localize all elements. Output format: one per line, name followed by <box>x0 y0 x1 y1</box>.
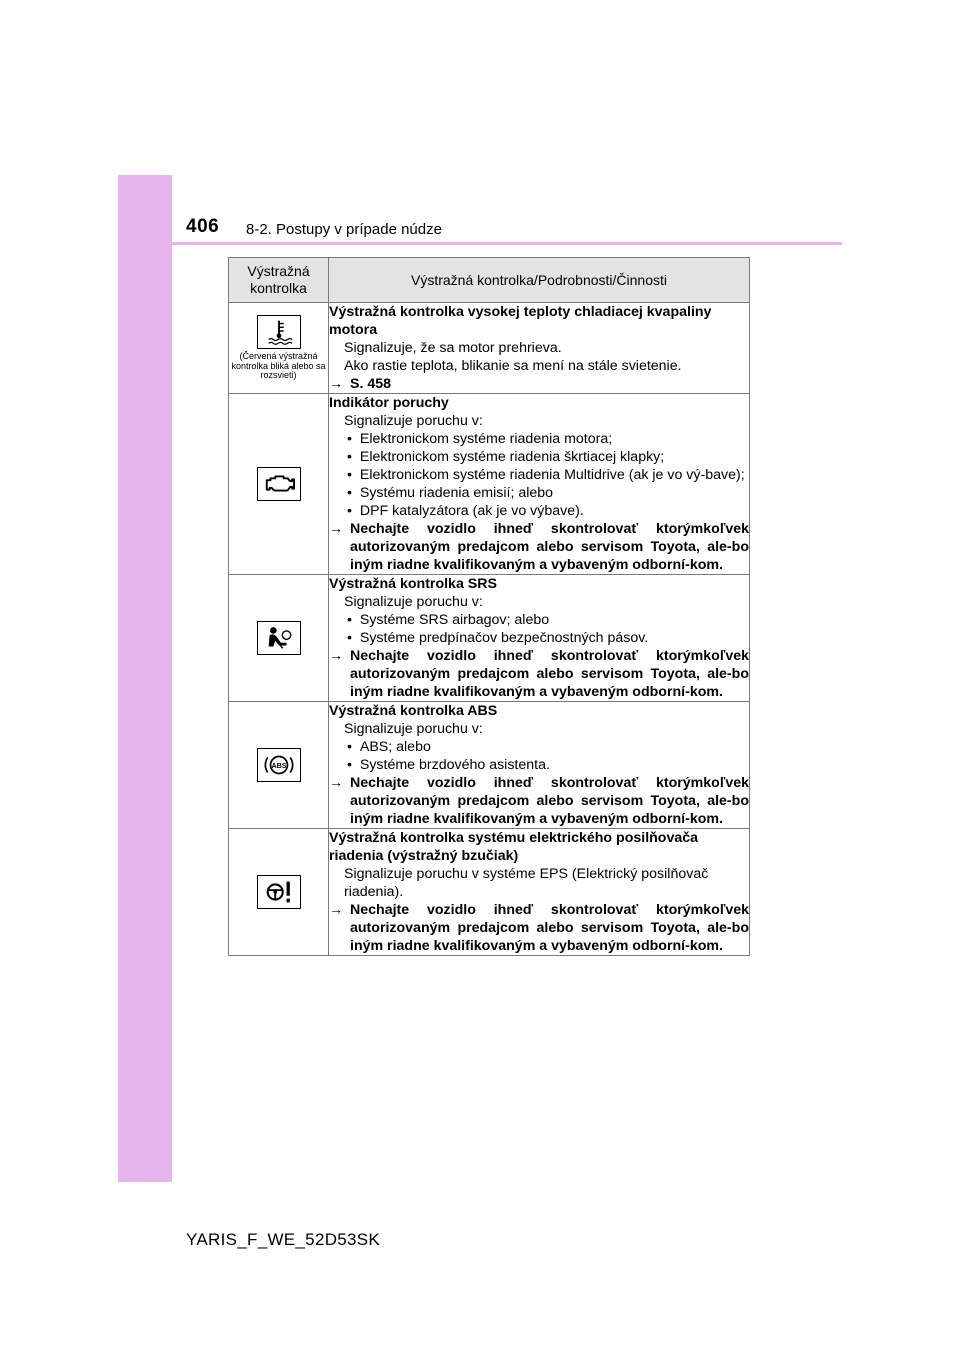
row-description: Signalizuje poruchu v systéme EPS (Elektrický posilňovač riadenia). <box>344 866 709 900</box>
list-item: • Elektronickom systéme riadenia motora; <box>347 431 613 447</box>
bullet-glyph: • <box>347 503 352 519</box>
row-action: → Nechajte vozidlo ihneď skontrolovať ktorýmkoľvek autorizovaným predajcom alebo servisom Toyota, ale-bo iným riadne kvalifikovaným a vybaveným odborní-kom. <box>329 521 749 573</box>
page-number: 406 <box>186 216 220 237</box>
page-reference: S. 458 <box>350 376 392 392</box>
bullet-glyph: • <box>347 630 352 646</box>
column-header-details: Výstražná kontrolka/Podrobnosti/Činnosti <box>329 258 750 303</box>
row-action: → Nechajte vozidlo ihneď skontrolovať ktorýmkoľvek autorizovaným predajcom alebo servisom Toyota, ale-bo iným riadne kvalifikovaným a vybaveným odborní-kom. <box>329 648 749 700</box>
bullet-glyph: • <box>347 485 352 501</box>
bullet-glyph: • <box>347 612 352 628</box>
details-cell <box>329 829 750 956</box>
arrow-icon: → <box>329 376 344 392</box>
row-action <box>329 375 749 393</box>
bullet-glyph: • <box>347 431 352 447</box>
row-action: → Nechajte vozidlo ihneď skontrolovať ktorýmkoľvek autorizovaným predajcom alebo servisom Toyota, ale-bo iným riadne kvalifikovaným a vybaveným odborní-kom. <box>329 902 749 954</box>
section-title: 8-2. Postupy v prípade núdze <box>246 221 442 238</box>
arrow-icon: → <box>329 521 344 537</box>
row-title: Výstražná kontrolka systému elektrického posilňovača riadenia (výstražný bzučiak) <box>329 830 699 864</box>
bullet-glyph: • <box>347 467 352 483</box>
icon-cell <box>229 575 329 702</box>
srs-airbag-icon <box>257 621 301 655</box>
bullet-glyph: • <box>347 449 352 465</box>
list-item: • Systéme predpínačov bezpečnostných pásov. <box>347 630 649 646</box>
row-action: → Nechajte vozidlo ihneď skontrolovať ktorýmkoľvek autorizovaným predajcom alebo servisom Toyota, ale-bo iným riadne kvalifikovaným a vybaveným odborní-kom. <box>329 775 749 827</box>
icon-caption: (Červená výstražná kontrolka bliká alebo sa rozsvieti) <box>231 351 326 381</box>
list-item: • Elektronickom systéme riadenia škrtiacej klapky; <box>347 449 665 465</box>
row-description: Ako rastie teplota, blikanie sa mení na stále svietenie. <box>344 358 682 374</box>
document-code: YARIS_F_WE_52D53SK <box>186 1230 381 1249</box>
list-item: • Systéme brzdového asistenta. <box>347 757 550 773</box>
bullet-glyph: • <box>347 757 352 773</box>
icon-cell <box>229 303 329 394</box>
coolant-temperature-icon <box>257 315 301 349</box>
table-row <box>229 303 750 394</box>
abs-icon <box>257 748 301 782</box>
column-header-light: Výstražná kontrolka <box>229 258 329 303</box>
arrow-icon: → <box>329 775 344 791</box>
table-row <box>229 394 750 575</box>
arrow-icon: → <box>329 648 344 664</box>
list-item: • Elektronickom systéme riadenia Multidrive (ak je vo vý-bave); <box>347 467 745 483</box>
table-row <box>229 829 750 956</box>
list-item: • ABS; alebo <box>347 739 431 755</box>
details-cell <box>329 575 750 702</box>
side-color-bar <box>118 175 172 1182</box>
table-header-row <box>229 258 750 303</box>
row-description: Signalizuje poruchu v: <box>344 721 483 737</box>
check-engine-icon <box>257 467 301 501</box>
row-description: Signalizuje, že sa motor prehrieva. <box>344 340 562 356</box>
row-description: Signalizuje poruchu v: <box>344 594 483 610</box>
icon-cell <box>229 702 329 829</box>
power-steering-warning-icon <box>257 875 301 909</box>
row-description: Signalizuje poruchu v: <box>344 413 483 429</box>
details-cell <box>329 394 750 575</box>
arrow-icon: → <box>329 902 344 918</box>
icon-cell <box>229 394 329 575</box>
warning-lights-table <box>228 257 750 956</box>
table-row <box>229 702 750 829</box>
list-item: • Systému riadenia emisií; alebo <box>347 485 554 501</box>
table-row <box>229 575 750 702</box>
details-cell <box>329 702 750 829</box>
details-cell <box>329 303 750 394</box>
list-item: • Systéme SRS airbagov; alebo <box>347 612 550 628</box>
bullet-glyph: • <box>347 739 352 755</box>
list-item: • DPF katalyzátora (ak je vo výbave). <box>347 503 584 519</box>
header-rule <box>118 242 842 245</box>
row-title: Výstražná kontrolka SRS <box>329 576 497 592</box>
abs-icon-label: ABS <box>271 762 286 770</box>
row-title: Výstražná kontrolka ABS <box>329 703 498 719</box>
row-title: Výstražná kontrolka vysokej teploty chladiacej kvapaliny motora <box>329 304 712 338</box>
icon-cell <box>229 829 329 956</box>
row-title: Indikátor poruchy <box>329 395 449 411</box>
